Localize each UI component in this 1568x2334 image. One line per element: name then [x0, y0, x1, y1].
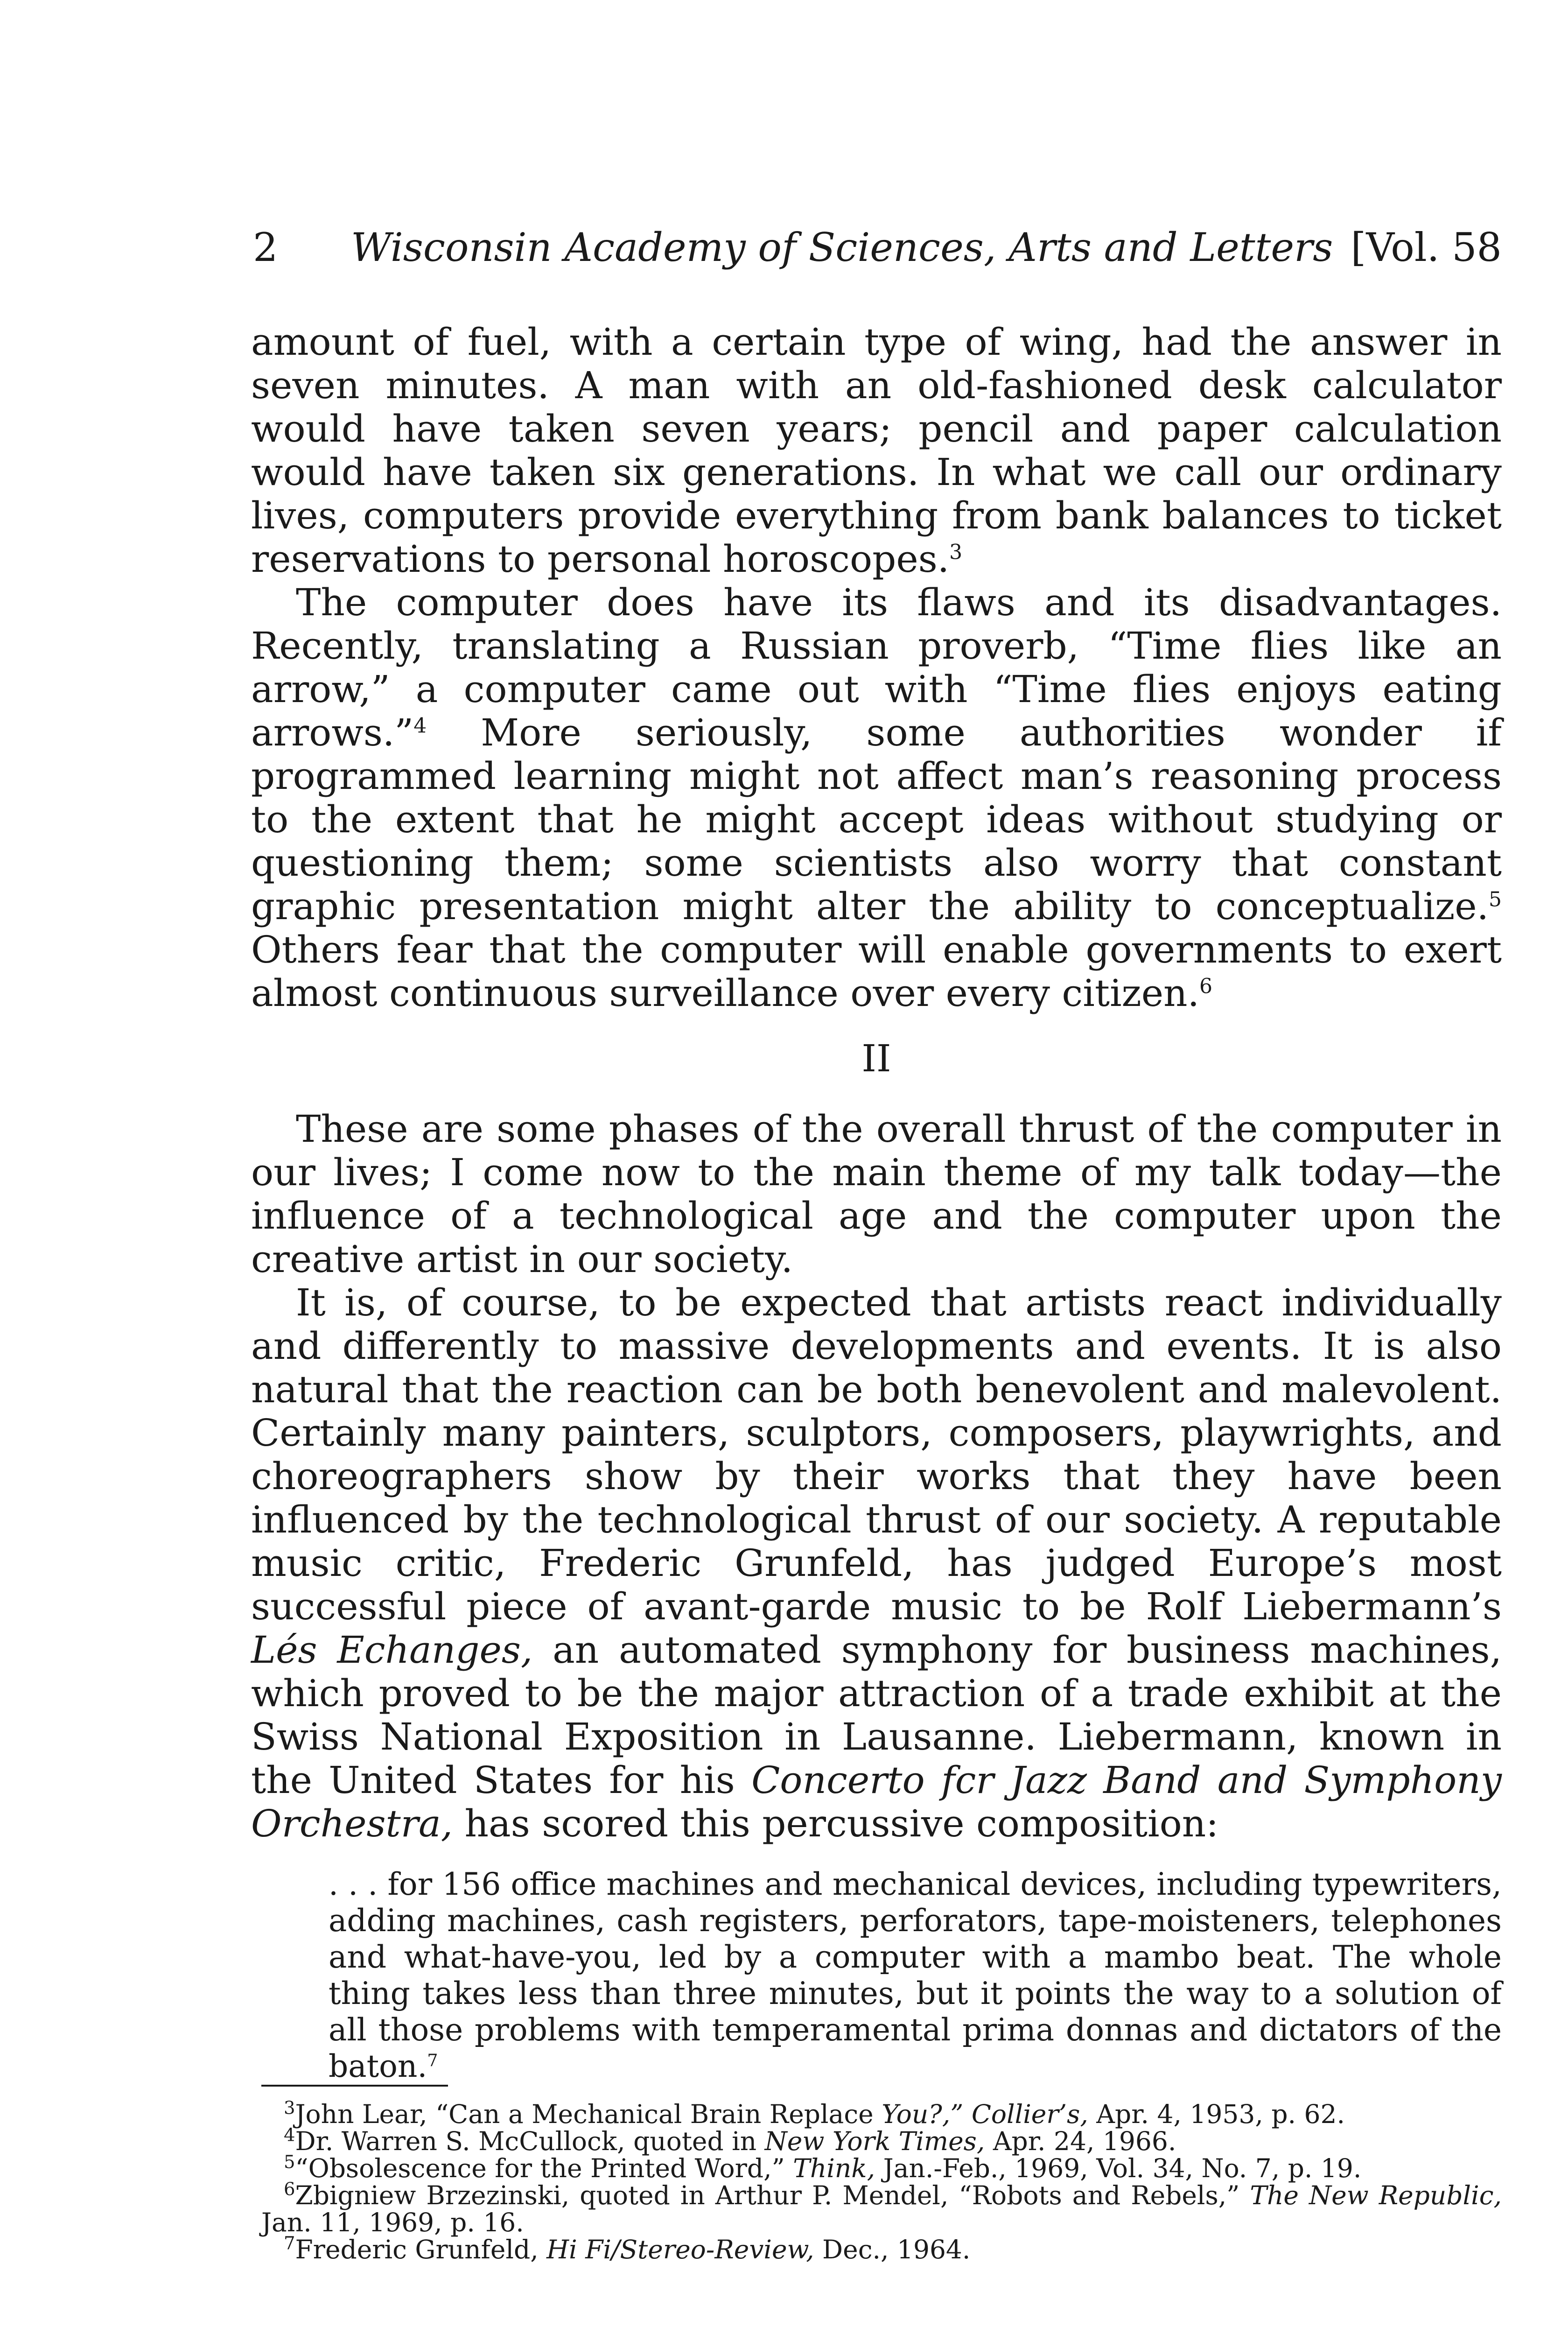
- footnote: $^3$John Lear, “Can a Mechanical Brain Replace You?,” Collier’s, Apr. 4, 1953, p. 62.: [284, 2097, 1345, 2129]
- text-block-2: [251, 1107, 1502, 1845]
- volume-label: [Vol. 58: [1351, 225, 1502, 270]
- footnote-ref-4: 4: [413, 714, 427, 738]
- footnote: $^4$Dr. Warren S. McCullock, quoted in New York Times, Apr. 24, 1966.: [284, 2124, 1176, 2156]
- page-number: 2: [253, 225, 278, 270]
- footnote-divider: [261, 2085, 448, 2087]
- paragraph-4: It is, of course, to be expected that artists react individually and differently to massive developments and events. It is also natural that the reaction can be both benevolent and malevolent. Certainly many painters, sculptors, composers, playwrights, and choreographers show by their works that they have been influenced by the technological thrust of our society. A reputable music critic, Frederic Grunfeld, has judged Europe’s most successful piece of avant-garde music to be Rolf Liebermann’s Lés Echanges, an automated symphony for business machines, which proved to be the major attraction of a trade exhibit at the Swiss National Exposition in Lausanne. Liebermann, known in the United States for his Concerto fcr Jazz Band and Symphony Orchestra, has scored this percussive composition:: [251, 1281, 1502, 1845]
- work-title: Lés Echanges,: [251, 1628, 533, 1672]
- footnote: $^6$Zbigniew Brzezinski, quoted in Arthur P. Mendel, “Robots and Rebels,” The New Republic, Jan. 11, 1969, p. 16.: [261, 2179, 1502, 2237]
- footnotes: [261, 2097, 1502, 2264]
- paragraph-3: These are some phases of the overall thrust of the computer in our lives; I come now to the main theme of my talk today—the influence of a technological age and the computer upon the creative artist in our society.: [251, 1107, 1502, 1281]
- footnote: $^5$“Obsolescence for the Printed Word,” Think, Jan.-Feb., 1969, Vol. 34, No. 7, p. 19.: [284, 2151, 1362, 2183]
- paragraph-2: The computer does have its flaws and its disadvantages. Recently, translating a Russian proverb, “Time flies like an arrow,” a computer came out with “Time flies enjoys eating arrows.”$^4$ More seriously, some authorities wonder if programmed learning might not affect man’s reasoning process to the extent that he might accept ideas without studying or questioning them; some scientists also worry that constant graphic presentation might alter the ability to conceptualize.$^5$ Others fear that the computer will enable governments to exert almost continuous surveillance over every citizen.$^6$: [251, 581, 1502, 1015]
- paragraph-1: amount of fuel, with a certain type of wing, had the answer in seven minutes. A man with an old-fashioned desk calculator would have taken seven years; pencil and paper calculation would have taken six generations. In what we call our ordinary lives, computers provide everything from bank balances to ticket reservations to personal horoscopes.$^3$: [251, 320, 1502, 581]
- work-title: Concerto fcr Jazz Band and Symphony Orchestra,: [251, 1758, 1502, 1845]
- running-title: Wisconsin Academy of Sciences, Arts and Letters: [351, 225, 1333, 270]
- block-quote: . . . for 156 office machines and mechanical devices, including typewriters, adding machines, cash registers, perforators, tape-moisteners, telephones and what-have-you, led by a computer with a mambo beat. The whole thing takes less than three minutes, but it points the way to a solution of all those problems with temperamental prima donnas and dictators of the baton.$^7$: [329, 1866, 1502, 2084]
- section-heading: II: [861, 1037, 891, 1080]
- footnote: $^7$Frederic Grunfeld, Hi Fi/Stereo-Review, Dec., 1964.: [284, 2233, 971, 2264]
- footnote-ref-3: 3: [949, 540, 963, 564]
- text-block-1: [251, 320, 1502, 1015]
- footnote-ref-6: 6: [1199, 974, 1212, 998]
- footnote-ref-5: 5: [1489, 887, 1502, 912]
- footnote-ref-7: 7: [427, 2050, 438, 2070]
- running-header: [253, 219, 1502, 275]
